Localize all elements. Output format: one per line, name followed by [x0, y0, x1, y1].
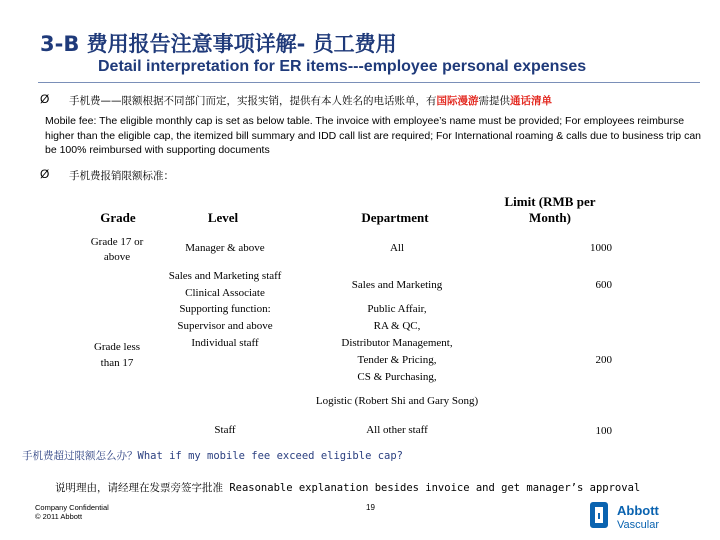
call-list-highlight: 通话清单	[510, 95, 552, 107]
row3-dept-line1: Public Affair,	[367, 303, 427, 315]
international-roaming-highlight: 国际漫游	[436, 95, 479, 107]
row4-level: Staff	[214, 424, 236, 436]
row2-level-line2: Clinical Associate	[185, 287, 265, 299]
bullet-arrow-icon: Ø	[40, 92, 50, 106]
logo-subname: Vascular	[617, 519, 659, 531]
page-title: 3-B 费用报告注意事项详解- 员工费用	[40, 32, 397, 56]
grade-less-17	[80, 339, 154, 371]
row1-limit: 1000	[590, 242, 612, 254]
header-limit	[490, 194, 610, 226]
page-subtitle: Detail interpretation for ER items---employee personal expenses	[98, 58, 587, 75]
header-grade: Grade	[100, 210, 136, 225]
exceed-cap-explanation: 说明理由，请经理在发票旁签字批准 Reasonable explanation besides invoice and get manager’s approval	[55, 482, 641, 494]
row3-dept-line3: Distributor Management,	[341, 337, 453, 349]
row3-level-line3: Individual staff	[191, 337, 259, 349]
exceed-cap-question: 手机费超过限额怎么办？What if my mobile fee exceed eligible cap?	[22, 450, 404, 462]
row3-level-line1: Supporting function:	[179, 303, 271, 315]
header-department: Department	[361, 210, 429, 225]
row3-dept-line2: RA & QC,	[373, 320, 421, 332]
row3-department	[322, 301, 472, 386]
row3-limit: 200	[595, 354, 612, 366]
grade-17-line1: Grade 17 or	[90, 236, 144, 248]
grade-17-line2: above	[103, 251, 131, 263]
row2-level	[150, 268, 300, 302]
mobile-fee-rule-text-2: 需提供	[478, 95, 510, 107]
header-limit-line1: Limit (RMB per	[504, 194, 596, 209]
row2-limit: 600	[595, 279, 612, 291]
abbott-logo-icon	[590, 502, 608, 528]
grade-less-line2: than 17	[100, 357, 134, 369]
row3-dept-line5: CS & Purchasing,	[357, 371, 437, 383]
row3-dept-line4: Tender & Pricing,	[357, 354, 437, 366]
company-confidential: Company Confidential	[35, 503, 109, 512]
grade-17-above	[80, 235, 154, 265]
row3-level-line2: Supervisor and above	[177, 320, 273, 332]
limit-standard-heading: 手机费报销限额标准：	[69, 170, 174, 182]
row4-limit: 100	[595, 425, 612, 437]
page-number: 19	[366, 503, 375, 512]
bullet-arrow-icon: Ø	[40, 167, 50, 181]
header-level: Level	[207, 210, 239, 225]
grade-less-line1: Grade less	[93, 341, 141, 353]
mobile-fee-rule-text: 手机费——限额根据不同部门而定，实报实销，提供有本人姓名的电话账单，有	[69, 95, 437, 107]
copyright: © 2011 Abbott	[35, 512, 83, 521]
row3-dept-line6: Logistic (Robert Shi and Gary Song)	[315, 395, 479, 407]
row1-department: All	[389, 242, 405, 254]
row2-level-line1: Sales and Marketing staff	[168, 270, 282, 282]
mobile-fee-description: Mobile fee: The eligible monthly cap is set as below table. The invoice with employee’s name must be provided; For employees reimburse higher than the eligible cap, the itemized bill summary and IDD call list are required; For International roaming & calls due to business trip can be 100% reimbursed with supporting documents	[45, 115, 701, 156]
row3-level	[150, 301, 300, 352]
row1-level: Manager & above	[185, 242, 265, 254]
row4-department: All other staff	[366, 424, 428, 436]
footer-legal	[35, 503, 109, 521]
header-limit-line2: Month)	[529, 210, 571, 225]
row2-department: Sales and Marketing	[351, 279, 443, 291]
logo-name: Abbott	[617, 503, 659, 518]
